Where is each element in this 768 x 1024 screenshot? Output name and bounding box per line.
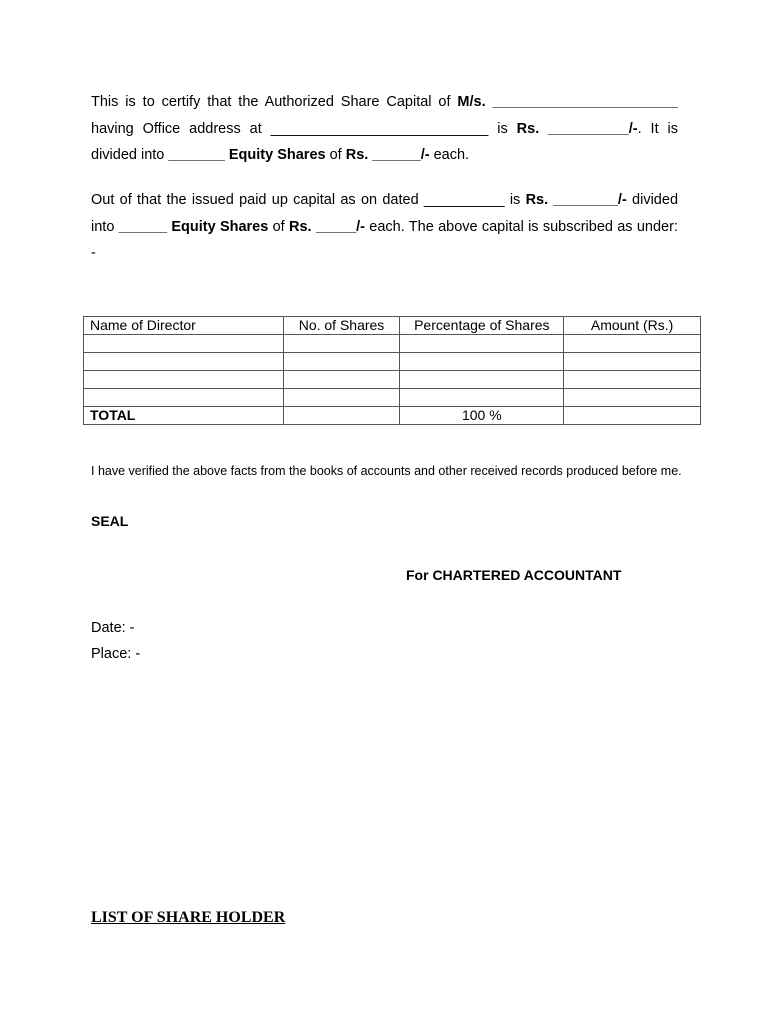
directors-shares-table bbox=[83, 316, 701, 425]
table-cell bbox=[283, 335, 400, 353]
p1-text-4: of bbox=[325, 147, 346, 163]
table-cell bbox=[84, 389, 284, 407]
company-name-blank: M/s. _______________________ bbox=[457, 94, 678, 110]
seal-label: SEAL bbox=[91, 513, 129, 529]
table-row bbox=[84, 335, 701, 353]
share-value-blank: Rs. ______/- bbox=[345, 147, 430, 163]
p2-text-3: of bbox=[268, 218, 289, 235]
table-cell bbox=[283, 407, 400, 425]
table-cell bbox=[564, 407, 701, 425]
date-label: Date: - bbox=[91, 620, 135, 636]
header-percentage-of-shares: Percentage of Shares bbox=[400, 317, 564, 335]
table-row bbox=[84, 353, 701, 371]
table-cell bbox=[84, 353, 284, 371]
table-total-row bbox=[84, 407, 701, 425]
table-row bbox=[84, 389, 701, 407]
table-cell bbox=[564, 371, 701, 389]
p1-text-5: each. bbox=[429, 147, 470, 163]
table-cell bbox=[400, 371, 564, 389]
table-cell bbox=[400, 335, 564, 353]
paid-up-capital-paragraph bbox=[91, 187, 678, 267]
equity-shares-count-blank: _______ Equity Shares bbox=[168, 147, 326, 163]
table-cell bbox=[283, 389, 400, 407]
header-name-of-director: Name of Director bbox=[84, 317, 284, 335]
paid-equity-shares-blank: ______ Equity Shares bbox=[118, 218, 269, 235]
p1-text-1: This is to certify that the Authorized Share Capital of bbox=[91, 94, 458, 110]
table-cell bbox=[283, 371, 400, 389]
authorized-amount-blank: Rs. __________/- bbox=[516, 120, 638, 137]
total-label: TOTAL bbox=[84, 407, 284, 425]
table-cell bbox=[283, 353, 400, 371]
p1-text-2: having Office address at ___________________________ is bbox=[91, 120, 517, 137]
table-row bbox=[84, 371, 701, 389]
verification-statement: I have verified the above facts from the books of accounts and other received records produced before me. bbox=[91, 464, 682, 478]
authorized-capital-paragraph bbox=[91, 89, 678, 169]
table-cell bbox=[84, 371, 284, 389]
table-cell bbox=[564, 335, 701, 353]
table-cell bbox=[400, 353, 564, 371]
header-amount: Amount (Rs.) bbox=[564, 317, 701, 335]
p2-text-1: Out of that the issued paid up capital as on dated __________ is bbox=[91, 192, 526, 208]
table-cell bbox=[400, 389, 564, 407]
table-header-row bbox=[84, 317, 701, 335]
table-cell bbox=[84, 335, 284, 353]
signatory-label: For CHARTERED ACCOUNTANT bbox=[406, 567, 622, 583]
paid-up-amount-blank: Rs. ________/- bbox=[525, 192, 627, 208]
p2-text-4: each. The above capital is subscribed as under: - bbox=[91, 218, 678, 261]
p1-text-3: . It is divided into bbox=[91, 120, 678, 163]
table-cell bbox=[564, 389, 701, 407]
header-no-of-shares: No. of Shares bbox=[283, 317, 400, 335]
paid-share-value-blank: Rs. _____/- bbox=[288, 218, 366, 235]
place-label: Place: - bbox=[91, 646, 141, 662]
table-cell bbox=[564, 353, 701, 371]
p2-text-2: divided into bbox=[91, 192, 679, 235]
total-percentage: 100 % bbox=[400, 407, 564, 425]
list-of-share-holder-heading: LIST OF SHARE HOLDER bbox=[91, 909, 286, 926]
